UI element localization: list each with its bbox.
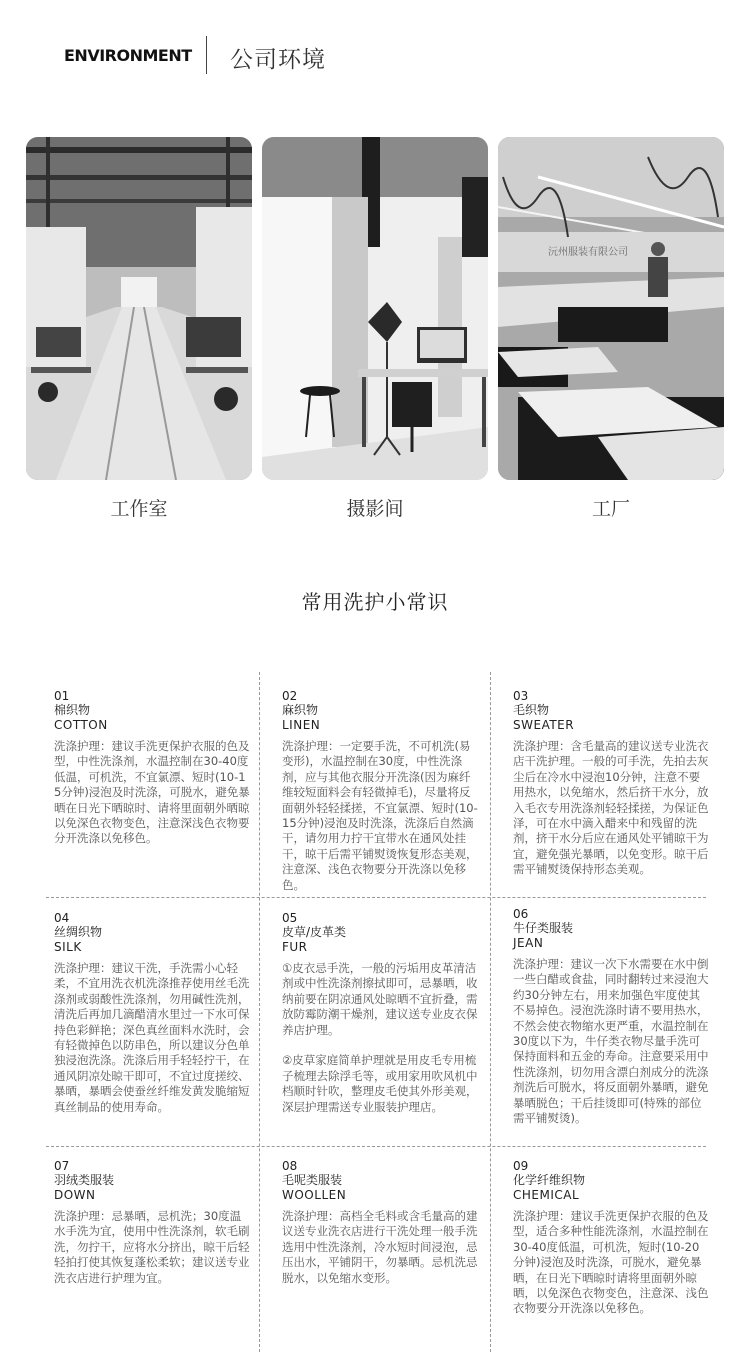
care-item-name-en: SWEATER xyxy=(513,718,575,732)
header-divider xyxy=(206,36,207,74)
care-item-number: 09 xyxy=(513,1159,529,1173)
studio-caption: 工作室 xyxy=(110,498,168,520)
care-item-name-cn: 丝绸织物 xyxy=(54,925,103,939)
care-item-number: 08 xyxy=(282,1159,298,1173)
care-item-description: 洗涤护理：一定要手洗，不可机洗(易变形)，水温控制在30度，中性洗涤剂，应与其他衣服分开洗涤(因为麻纤维较短面料会有轻微掉毛)，尽量将反面朝外轻轻揉搓，不宜氯漂、短时(10-15分钟)浸泡及时洗涤，洗涤后自然滴干，请勿用力拧干宜带水在通风处挂干，晾干后需平铺熨烫恢复形态美观，注意深、浅色衣物要分开洗涤以免移色。 xyxy=(282,739,478,892)
care-item-name-cn: 皮草/皮革类 xyxy=(282,925,347,939)
care-item-description: ①皮衣忌手洗，一般的污垢用皮革清洁剂或中性洗涤剂擦拭即可，忌暴晒，收纳前要在阴凉通风处晾晒不宜折叠，需放防霉防潮干燥剂，建议送专业皮衣保养店护理。 ②皮草家庭简单护理就是用皮毛专用梳子梳理去除浮毛等，或用家用吹风机中档顺时针吹，整理皮毛使其外形美观，深层护理需送专业服装护理店。 xyxy=(282,961,478,1114)
care-item-name-en: COTTON xyxy=(54,718,108,732)
care-item-linen xyxy=(282,690,478,893)
factory-sign: 沅州服装有限公司 xyxy=(548,247,628,258)
care-item-name-cn: 羽绒类服装 xyxy=(54,1173,115,1187)
factory-photo xyxy=(498,137,724,480)
care-item-description: 洗涤护理：建议干洗，手洗需小心轻柔，不宜用洗衣机洗涤推荐使用丝毛洗涤剂或弱酸性洗涤剂，勿用碱性洗剂，清洗后再加几滴醋清水里过一下水可保持色彩鲜艳；深色真丝面料水洗时，会有轻微掉色以防串色，所以建议分色单独浸泡洗涤。洗涤后用手轻轻拧干，在通风阴凉处晾干即可，不宜过度搓绞、暴晒，暴晒会使蚕丝纤维发黄发脆缩短真丝制品的使用寿命。 xyxy=(54,961,250,1114)
care-item-name-en: LINEN xyxy=(282,718,321,732)
care-item-fur xyxy=(282,912,478,1115)
care-item-name-en: FUR xyxy=(282,940,308,954)
care-item-silk xyxy=(54,912,250,1115)
care-item-name-en: WOOLLEN xyxy=(282,1188,347,1202)
care-item-number: 05 xyxy=(282,911,298,925)
care-item-number: 03 xyxy=(513,689,529,703)
photography-room-caption: 摄影间 xyxy=(346,498,404,520)
studio-photo xyxy=(26,137,252,480)
section-title: 常用洗护小常识 xyxy=(301,590,449,614)
care-item-name-cn: 牛仔类服装 xyxy=(513,921,574,935)
care-item-number: 04 xyxy=(54,911,70,925)
care-item-name-cn: 麻织物 xyxy=(282,703,319,717)
care-item-name-cn: 毛呢类服装 xyxy=(282,1173,343,1187)
photography-room-photo xyxy=(262,137,488,480)
care-item-jean xyxy=(513,908,709,1126)
care-item-sweater xyxy=(513,690,709,878)
grid-divider-horizontal xyxy=(46,1146,706,1147)
care-item-description: 洗涤护理：含毛量高的建议送专业洗衣店干洗护理。一般的可手洗，先拍去灰尘后在冷水中浸泡10分钟，注意不要用热水，以免缩水，然后挤干水分，放入毛衣专用洗涤剂轻轻揉搓，为保证色泽，可在水中滴入醋来中和残留的洗剂，挤干水分后应在通风处平铺晾干为宜，避免强光暴晒，以免变形。晾干后需平铺熨烫保持形态美观。 xyxy=(513,739,709,877)
care-item-name-cn: 棉织物 xyxy=(54,703,91,717)
grid-divider-vertical xyxy=(259,672,260,1352)
care-item-name-en: DOWN xyxy=(54,1188,96,1202)
care-item-name-cn: 毛织物 xyxy=(513,703,550,717)
grid-divider-vertical xyxy=(490,672,491,1352)
care-item-number: 02 xyxy=(282,689,298,703)
care-item-woollen xyxy=(282,1160,478,1286)
factory-caption: 工厂 xyxy=(591,498,630,520)
care-item-name-en: CHEMICAL xyxy=(513,1188,580,1202)
care-item-number: 06 xyxy=(513,907,529,921)
header-title-cn: 公司环境 xyxy=(230,47,326,73)
care-item-description: 洗涤护理：忌暴晒，忌机洗；30度温水手洗为宜，使用中性洗涤剂，软毛刷洗，勿拧干，应将水分挤出，晾干后轻轻拍打使其恢复蓬松柔软；建议送专业洗衣店进行护理为宜。 xyxy=(54,1209,250,1285)
care-item-number: 01 xyxy=(54,689,70,703)
care-item-cotton xyxy=(54,690,250,847)
care-item-description: 洗涤护理：建议手洗更保护衣服的色及型，适合多种性能洗涤剂，水温控制在30-40度低温，可机洗，短时(10-20分钟)浸泡及时洗涤，可脱水，避免暴晒，在日光下晒晾时请将里面朝外晾晒，以免深色衣物变色，注意深、浅色衣物要分开洗涤以免移色。 xyxy=(513,1209,709,1316)
care-item-description: 洗涤护理：建议一次下水需要在水中倒一些白醋或食盐，同时翻转过来浸泡大约30分钟左右，用来加强色牢度使其不易掉色。浸泡洗涤时请不要用热水，不然会使衣物缩水更严重，水温控制在30度以下为，牛仔类衣物尽量手洗可保持面料和五金的寿命。注意要采用中性洗涤剂，切勿用含漂白剂成分的洗涤剂洗后可脱水，将反面朝外暴晒，避免暴晒脱色；干后挂烫即可(特殊的部位需平铺熨烫)。 xyxy=(513,957,709,1126)
care-item-description: 洗涤护理：建议手洗更保护衣服的色及型，中性洗涤剂，水温控制在30-40度低温，可机洗，不宜氯漂、短时(10-15分钟)浸泡及时洗涤，可脱水，避免暴晒在日光下晒晾时、请将里面朝外晒晾以免深色衣物变色，注意深浅色衣物要分开洗涤以免移色。 xyxy=(54,739,250,846)
care-item-name-cn: 化学纤维织物 xyxy=(513,1173,586,1187)
environment-photos xyxy=(26,137,724,480)
care-grid xyxy=(46,672,709,1352)
care-item-chemical xyxy=(513,1160,709,1317)
header-title-en: ENVIRONMENT xyxy=(64,46,192,65)
care-item-down xyxy=(54,1160,250,1286)
header xyxy=(0,34,750,76)
care-item-description: 洗涤护理：高档全毛料或含毛量高的建议送专业洗衣店进行干洗处理一般手洗选用中性洗涤剂，冷水短时间浸泡，忌压出水，平铺阴干，勿暴晒。忌机洗忌脱水，以免缩水变形。 xyxy=(282,1209,478,1285)
grid-divider-horizontal xyxy=(46,897,706,898)
care-item-number: 07 xyxy=(54,1159,70,1173)
care-item-name-en: SILK xyxy=(54,940,82,954)
care-item-name-en: JEAN xyxy=(513,936,544,950)
